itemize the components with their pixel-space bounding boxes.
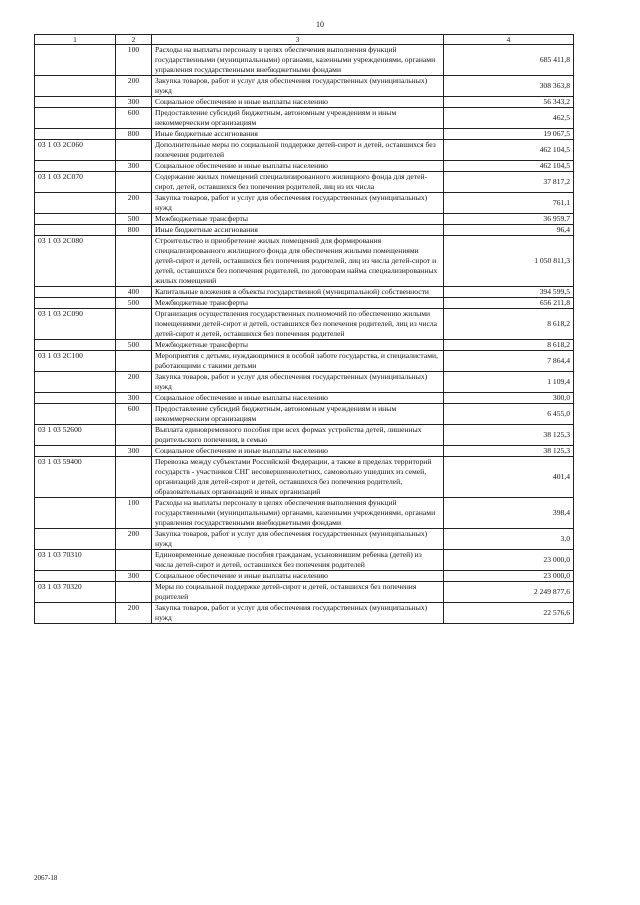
table-row [35,97,574,108]
column-header: 4 [444,35,574,45]
table-row [35,193,574,214]
description-cell: Мероприятия с детьми, нуждающимися в особой заботе государства, и специалистами, работающими с такими детьми [152,351,444,372]
target-code-cell [35,446,116,457]
amount-cell: 96,4 [444,225,574,236]
expense-type-cell: 100 [116,45,152,76]
amount-cell: 1 050 811,3 [444,236,574,287]
amount-cell: 656 211,8 [444,298,574,309]
target-code-cell: 03 1 03 2С060 [35,140,116,161]
target-code-cell [35,287,116,298]
amount-cell: 308 363,8 [444,76,574,97]
description-cell: Социальное обеспечение и иные выплаты населению [152,97,444,108]
target-code-cell [35,404,116,425]
target-code-cell [35,225,116,236]
amount-cell: 462 104,5 [444,140,574,161]
expense-type-cell [116,140,152,161]
amount-cell: 56 343,2 [444,97,574,108]
column-header: 3 [152,35,444,45]
amount-cell: 761,1 [444,193,574,214]
table-row [35,404,574,425]
target-code-cell: 03 1 03 59400 [35,457,116,498]
description-cell: Строительство и приобретение жилых помещений для формирования специализированного жилищного фонда для обеспечения жилыми помещениями детей-сирот и детей, оставшихся без попечения родителей, лиц из числа детей-сирот и детей, оставшихся без попечения родителей, по договорам найма специализированных жилых помещений [152,236,444,287]
table-row [35,582,574,603]
table-row [35,351,574,372]
expense-type-cell [116,550,152,571]
expense-type-cell: 100 [116,498,152,529]
amount-cell: 3,0 [444,529,574,550]
table-row [35,340,574,351]
amount-cell: 401,4 [444,457,574,498]
expense-type-cell: 200 [116,529,152,550]
table-row [35,236,574,287]
description-cell: Расходы на выплаты персоналу в целях обеспечения выполнения функций государственными (муниципальными) органами, казенными учреждениями, органами управления государственными внебюджетными фондами [152,45,444,76]
table-row [35,108,574,129]
description-cell: Закупка товаров, работ и услуг для обеспечения государственных (муниципальных) нужд [152,603,444,624]
description-cell: Капитальные вложения в объекты государственной (муниципальной) собственности [152,287,444,298]
amount-cell: 23 000,0 [444,550,574,571]
description-cell: Содержание жилых помещений специализированного жилищного фонда для детей-сирот, детей, оставшихся без попечения родителей, лиц из их числа [152,172,444,193]
table-row [35,457,574,498]
table-row [35,446,574,457]
amount-cell: 462 104,5 [444,161,574,172]
description-cell: Закупка товаров, работ и услуг для обеспечения государственных (муниципальных) нужд [152,529,444,550]
target-code-cell: 03 1 03 2С070 [35,172,116,193]
description-cell: Закупка товаров, работ и услуг для обеспечения государственных (муниципальных) нужд [152,372,444,393]
expense-type-cell: 300 [116,571,152,582]
amount-cell: 36 959,7 [444,214,574,225]
target-code-cell [35,340,116,351]
table-row [35,287,574,298]
description-cell: Социальное обеспечение и иные выплаты населению [152,393,444,404]
expense-type-cell: 300 [116,97,152,108]
target-code-cell [35,129,116,140]
expense-type-cell [116,236,152,287]
description-cell: Организация осуществления государственных полномочий по обеспечению жилыми помещениями детей-сирот и детей, оставшихся без попечения родителей, лиц из числа детей-сирот и детей, оставшихся без попечения родителей [152,309,444,340]
description-cell: Социальное обеспечение и иные выплаты населению [152,446,444,457]
description-cell: Закупка товаров, работ и услуг для обеспечения государственных (муниципальных) нужд [152,193,444,214]
budget-table [34,34,574,624]
amount-cell: 23 000,0 [444,571,574,582]
expense-type-cell: 600 [116,108,152,129]
amount-cell: 398,4 [444,498,574,529]
expense-type-cell: 500 [116,298,152,309]
amount-cell: 462,5 [444,108,574,129]
table-row [35,372,574,393]
description-cell: Единовременные денежные пособия гражданам, усыновившим ребенка (детей) из числа детей-сирот и детей, оставшихся без попечения родителей [152,550,444,571]
description-cell: Предоставление субсидий бюджетным, автономным учреждениям и иным некоммерческим организациям [152,404,444,425]
expense-type-cell: 500 [116,340,152,351]
description-cell: Закупка товаров, работ и услуг для обеспечения государственных (муниципальных) нужд [152,76,444,97]
target-code-cell: 03 1 03 2С080 [35,236,116,287]
amount-cell: 7 864,4 [444,351,574,372]
expense-type-cell [116,309,152,340]
target-code-cell [35,76,116,97]
amount-cell: 22 576,6 [444,603,574,624]
expense-type-cell [116,582,152,603]
target-code-cell [35,372,116,393]
description-cell: Меры по социальной поддержке детей-сирот и детей, оставшихся без попечения родителей [152,582,444,603]
description-cell: Социальное обеспечение и иные выплаты населению [152,161,444,172]
description-cell: Предоставление субсидий бюджетным, автономным учреждениям и иным некоммерческим организациям [152,108,444,129]
table-row [35,603,574,624]
table-row [35,140,574,161]
table-header-row [35,35,574,45]
target-code-cell [35,298,116,309]
expense-type-cell [116,425,152,446]
table-row [35,129,574,140]
column-header: 1 [35,35,116,45]
table-row [35,45,574,76]
target-code-cell [35,108,116,129]
target-code-cell [35,393,116,404]
table-row [35,172,574,193]
table-row [35,498,574,529]
table-row [35,309,574,340]
table-row [35,529,574,550]
table-row [35,161,574,172]
amount-cell: 394 599,5 [444,287,574,298]
target-code-cell: 03 1 03 2С090 [35,309,116,340]
amount-cell: 8 618,2 [444,309,574,340]
table-row [35,550,574,571]
expense-type-cell: 400 [116,287,152,298]
target-code-cell [35,603,116,624]
expense-type-cell: 200 [116,603,152,624]
column-header: 2 [116,35,152,45]
expense-type-cell: 200 [116,372,152,393]
expense-type-cell [116,351,152,372]
description-cell: Иные бюджетные ассигнования [152,225,444,236]
amount-cell: 8 618,2 [444,340,574,351]
description-cell: Межбюджетные трансферты [152,298,444,309]
table-row [35,393,574,404]
target-code-cell [35,571,116,582]
target-code-cell [35,97,116,108]
amount-cell: 2 249 877,6 [444,582,574,603]
description-cell: Выплата единовременного пособия при всех формах устройства детей, лишенных родительского попечения, в семью [152,425,444,446]
expense-type-cell: 300 [116,393,152,404]
target-code-cell [35,193,116,214]
expense-type-cell: 200 [116,193,152,214]
target-code-cell [35,529,116,550]
amount-cell: 300,0 [444,393,574,404]
document-code: 2067-18 [34,874,58,882]
table-row [35,298,574,309]
description-cell: Межбюджетные трансферты [152,214,444,225]
target-code-cell: 03 1 03 70310 [35,550,116,571]
amount-cell: 685 411,8 [444,45,574,76]
target-code-cell: 03 1 03 2С100 [35,351,116,372]
target-code-cell [35,214,116,225]
amount-cell: 1 109,4 [444,372,574,393]
expense-type-cell [116,457,152,498]
expense-type-cell: 600 [116,404,152,425]
target-code-cell [35,45,116,76]
description-cell: Иные бюджетные ассигнования [152,129,444,140]
table-row [35,214,574,225]
description-cell: Дополнительные меры по социальной поддержке детей-сирот и детей, оставшихся без попечения родителей [152,140,444,161]
expense-type-cell: 300 [116,161,152,172]
description-cell: Расходы на выплаты персоналу в целях обеспечения выполнения функций государственными (муниципальными) органами, казенными учреждениями, органами управления государственными внебюджетными фондами [152,498,444,529]
table-row [35,225,574,236]
target-code-cell [35,498,116,529]
target-code-cell: 03 1 03 70320 [35,582,116,603]
description-cell: Перевозка между субъектами Российской Федерации, а также в пределах территорий государств - участников СНГ несовершеннолетних, самовольно ушедших из семей, организаций для детей-сирот и детей, оставшихся без попечения родителей, образовательных организаций и иных организаций [152,457,444,498]
target-code-cell [35,161,116,172]
page-number: 10 [316,20,324,29]
amount-cell: 38 125,3 [444,446,574,457]
table-row [35,76,574,97]
description-cell: Межбюджетные трансферты [152,340,444,351]
amount-cell: 38 125,3 [444,425,574,446]
expense-type-cell: 300 [116,446,152,457]
expense-type-cell: 800 [116,129,152,140]
expense-type-cell [116,172,152,193]
expense-type-cell: 500 [116,214,152,225]
amount-cell: 6 455,0 [444,404,574,425]
amount-cell: 19 067,5 [444,129,574,140]
description-cell: Социальное обеспечение и иные выплаты населению [152,571,444,582]
table-row [35,571,574,582]
table-row [35,425,574,446]
expense-type-cell: 800 [116,225,152,236]
target-code-cell: 03 1 03 52600 [35,425,116,446]
amount-cell: 37 817,2 [444,172,574,193]
expense-type-cell: 200 [116,76,152,97]
